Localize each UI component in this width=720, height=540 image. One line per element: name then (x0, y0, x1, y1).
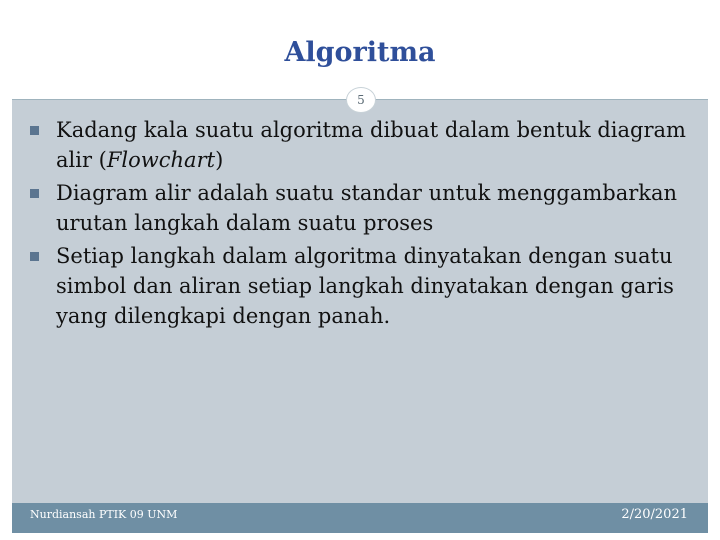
footer-date: 2/20/2021 (621, 507, 688, 522)
square-bullet-icon (30, 252, 39, 261)
square-bullet-icon (30, 189, 39, 198)
bullet-text-end: ) (215, 148, 224, 172)
bullet-text: Kadang kala suatu algoritma dibuat dalam bentuk diagram alir ( (56, 118, 686, 172)
bullet-item (30, 178, 690, 238)
square-bullet-icon (30, 126, 39, 135)
page-number-badge: 5 (346, 87, 376, 113)
bullet-text: Diagram alir adalah suatu standar untuk menggambarkan urutan langkah dalam suatu proses (56, 181, 678, 235)
bullet-item (30, 241, 690, 331)
slide-title: Algoritma (284, 37, 436, 68)
bullet-italic-text: Flowchart (106, 148, 216, 172)
bullet-item (30, 115, 690, 175)
bullet-text: Setiap langkah dalam algoritma dinyatakan dengan suatu simbol dan aliran setiap langkah dinyatakan dengan garis yang dilengkapi dengan panah. (56, 244, 674, 328)
bullet-list (30, 115, 690, 334)
footer-author: Nurdiansah PTIK 09 UNM (30, 508, 178, 521)
